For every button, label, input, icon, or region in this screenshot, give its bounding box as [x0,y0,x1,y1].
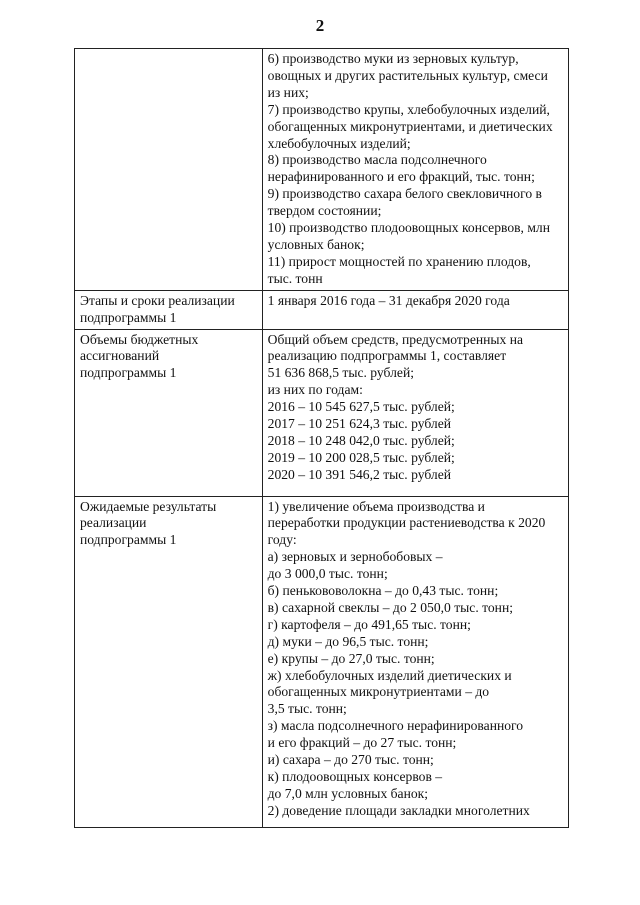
text-line: 2020 – 10 391 546,2 тыс. рублей [267,466,451,482]
row-value-cell [262,49,568,291]
text-line: 7) производство крупы, хлебобулочных изделий, [267,101,550,117]
text-line: 2019 – 10 200 028,5 тыс. рублей; [267,449,455,465]
row-value-cell [262,329,568,496]
subprogram-passport-table [74,48,569,828]
text-line: 2017 – 10 251 624,3 тыс. рублей [267,416,451,432]
text-line: до 3 000,0 тыс. тонн; [267,566,388,582]
text-line: переработки продукции растениеводства к 2020 [267,515,546,531]
text-line: из них; [267,84,309,100]
text-line: и его фракций – до 27 тыс. тонн; [267,735,457,751]
text-line: 10) производство плодоовощных консервов, млн [267,220,550,236]
text-line: Этапы и сроки реализации [80,292,235,308]
text-line: е) крупы – до 27,0 тыс. тонн; [267,650,435,666]
text-line: г) картофеля – до 491,65 тыс. тонн; [267,616,471,632]
text-line: а) зерновых и зернобобовых – [267,549,443,565]
row-value-cell [262,290,568,329]
text-line: из них по годам: [267,382,363,398]
text-line: 2) доведение площади закладки многолетних [267,802,530,818]
row-label-cell [75,329,263,496]
row-value-cell [262,496,568,827]
text-line: Общий объем средств, предусмотренных на [267,331,524,347]
text-line: 1 января 2016 года – 31 декабря 2020 года [267,292,510,308]
text-line: до 7,0 млн условных банок; [267,785,429,801]
text-line: 2018 – 10 248 042,0 тыс. рублей; [267,432,455,448]
text-line: реализации [80,515,147,531]
text-line: подпрограммы 1 [80,365,177,381]
row-label-cell [75,496,263,827]
text-line: 3,5 тыс. тонн; [267,701,347,717]
table-row-budget [75,329,569,496]
text-line: д) муки – до 96,5 тыс. тонн; [267,633,429,649]
text-line: хлебобулочных изделий; [267,135,411,151]
text-line: 8) производство масла подсолнечного [267,152,487,168]
text-line: 2016 – 10 545 627,5 тыс. рублей; [267,399,455,415]
text-line: в) сахарной свеклы – до 2 050,0 тыс. тонн; [267,599,514,615]
row-label-cell [75,290,263,329]
text-line: и) сахара – до 270 тыс. тонн; [267,752,434,768]
text-line: 9) производство сахара белого свекловичного в [267,186,542,202]
text-line: 1) увеличение объема производства и [267,498,485,514]
text-line: Объемы бюджетных [80,331,199,347]
table-row-expected-results [75,496,569,827]
text-line: условных банок; [267,236,365,252]
text-line: тыс. тонн [267,270,323,286]
text-line: 6) производство муки из зерновых культур, [267,51,519,66]
text-line: ассигнований [80,348,160,364]
text-line: обогащенных микронутриентами – до [267,684,490,700]
text-line: нерафинированного и его фракций, тыс. тонн; [267,169,535,185]
text-line: подпрограммы 1 [80,532,177,548]
text-line: овощных и других растительных культур, смеси [267,67,548,83]
text-line: году: [267,532,297,548]
text-line: ж) хлебобулочных изделий диетических и [267,667,512,683]
text-line: к) плодоовощных консервов – [267,769,443,784]
text-line: 11) прирост мощностей по хранению плодов, [267,253,531,269]
text-line: подпрограммы 1 [80,309,177,325]
text-line: Ожидаемые результаты [80,498,217,514]
row-label-cell [75,49,263,291]
table-row-products-continued [75,49,569,291]
text-line: з) масла подсолнечного нерафинированного [267,718,524,734]
text-line: обогащенных микронутриентами, и диетических [267,118,553,134]
text-line: твердом состоянии; [267,203,382,219]
text-line: б) пенькововолокна – до 0,43 тыс. тонн; [267,583,499,599]
text-line: 51 636 868,5 тыс. рублей; [267,365,414,381]
table-row-stages [75,290,569,329]
page-number: 2 [315,16,325,35]
text-line: реализацию подпрограммы 1, составляет [267,348,507,364]
